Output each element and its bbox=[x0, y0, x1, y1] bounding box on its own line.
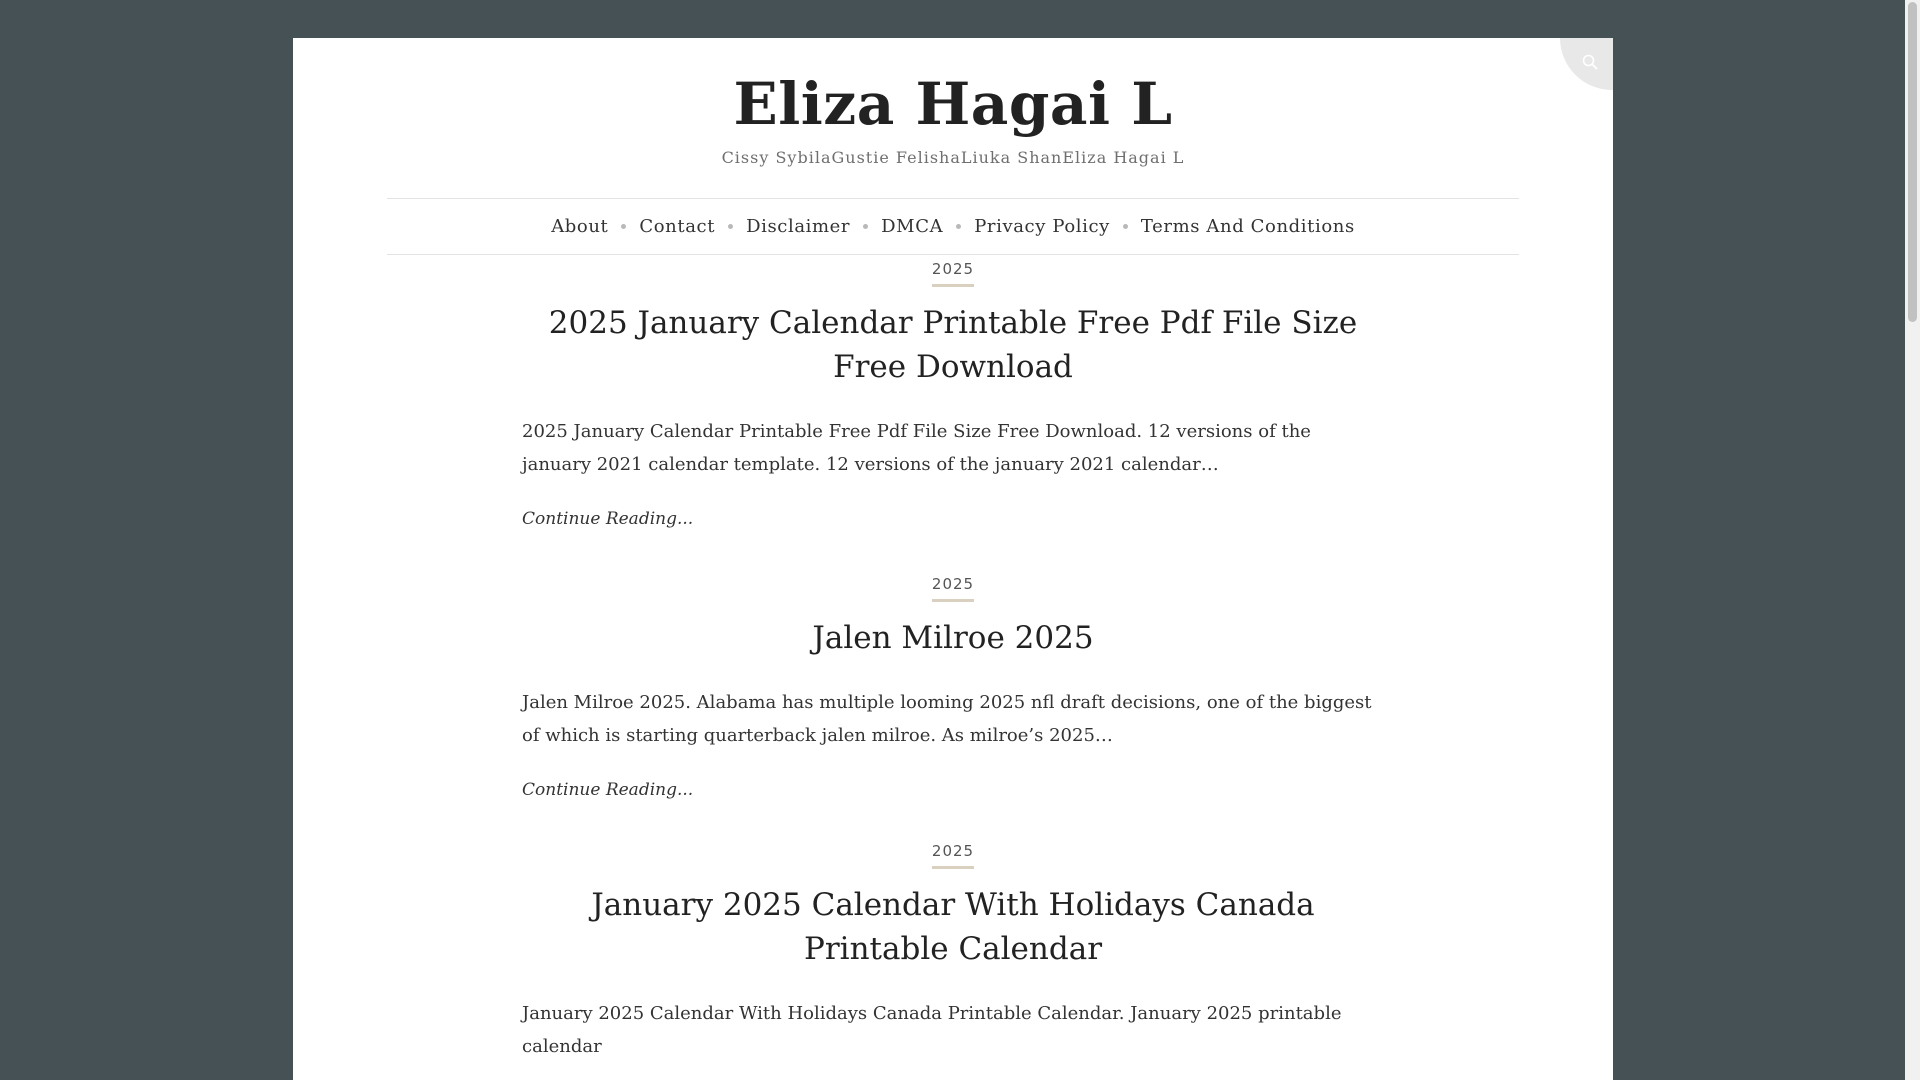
continue-reading-link[interactable]: Continue Reading... bbox=[522, 509, 694, 529]
search-icon bbox=[1582, 54, 1598, 70]
post-excerpt: Jalen Milroe 2025. Alabama has multiple looming 2025 nfl draft decisions, one of the biggest of which is starting quarterback jalen milroe. As milroe’s 2025… bbox=[522, 692, 1372, 746]
post-category-link[interactable]: 2025 bbox=[932, 842, 974, 869]
post-category-link[interactable]: 2025 bbox=[932, 260, 974, 287]
page-scrollbar[interactable] bbox=[1905, 0, 1920, 1080]
post-category-link[interactable]: 2025 bbox=[932, 575, 974, 602]
nav-item-privacy-policy[interactable]: Privacy Policy bbox=[943, 216, 1110, 237]
nav-item-contact[interactable]: Contact bbox=[608, 216, 715, 237]
main-nav bbox=[387, 198, 1519, 255]
post-excerpt: 2025 January Calendar Printable Free Pdf File Size Free Download. 12 versions of the january 2021 calendar template. 12 versions of the january 2021 calendar… bbox=[522, 421, 1311, 475]
nav-item-disclaimer[interactable]: Disclaimer bbox=[715, 216, 850, 237]
site-title[interactable]: Eliza Hagai L bbox=[733, 70, 1173, 138]
post-excerpt: January 2025 Calendar With Holidays Canada Printable Calendar. January 2025 printable calendar bbox=[522, 1003, 1342, 1057]
post-title-link[interactable]: Jalen Milroe 2025 bbox=[812, 620, 1094, 656]
nav-item-dmca[interactable]: DMCA bbox=[850, 216, 943, 237]
scrollbar-thumb[interactable] bbox=[1908, 2, 1917, 322]
post-item bbox=[522, 260, 1384, 529]
post-title-link[interactable]: January 2025 Calendar With Holidays Canada Printable Calendar bbox=[591, 887, 1315, 967]
nav-item-about[interactable]: About bbox=[551, 216, 609, 237]
nav-item-terms-and-conditions[interactable]: Terms And Conditions bbox=[1110, 216, 1355, 237]
continue-reading-link[interactable]: Continue Reading... bbox=[522, 780, 694, 800]
post-list bbox=[522, 260, 1384, 1063]
post-item bbox=[522, 575, 1384, 800]
site-tagline: Cissy SybilaGustie FelishaLiuka ShanEliza Hagai L bbox=[721, 148, 1185, 167]
post-title-link[interactable]: 2025 January Calendar Printable Free Pdf File Size Free Download bbox=[548, 305, 1358, 385]
page-container bbox=[293, 38, 1613, 1080]
post-item bbox=[522, 842, 1384, 1063]
